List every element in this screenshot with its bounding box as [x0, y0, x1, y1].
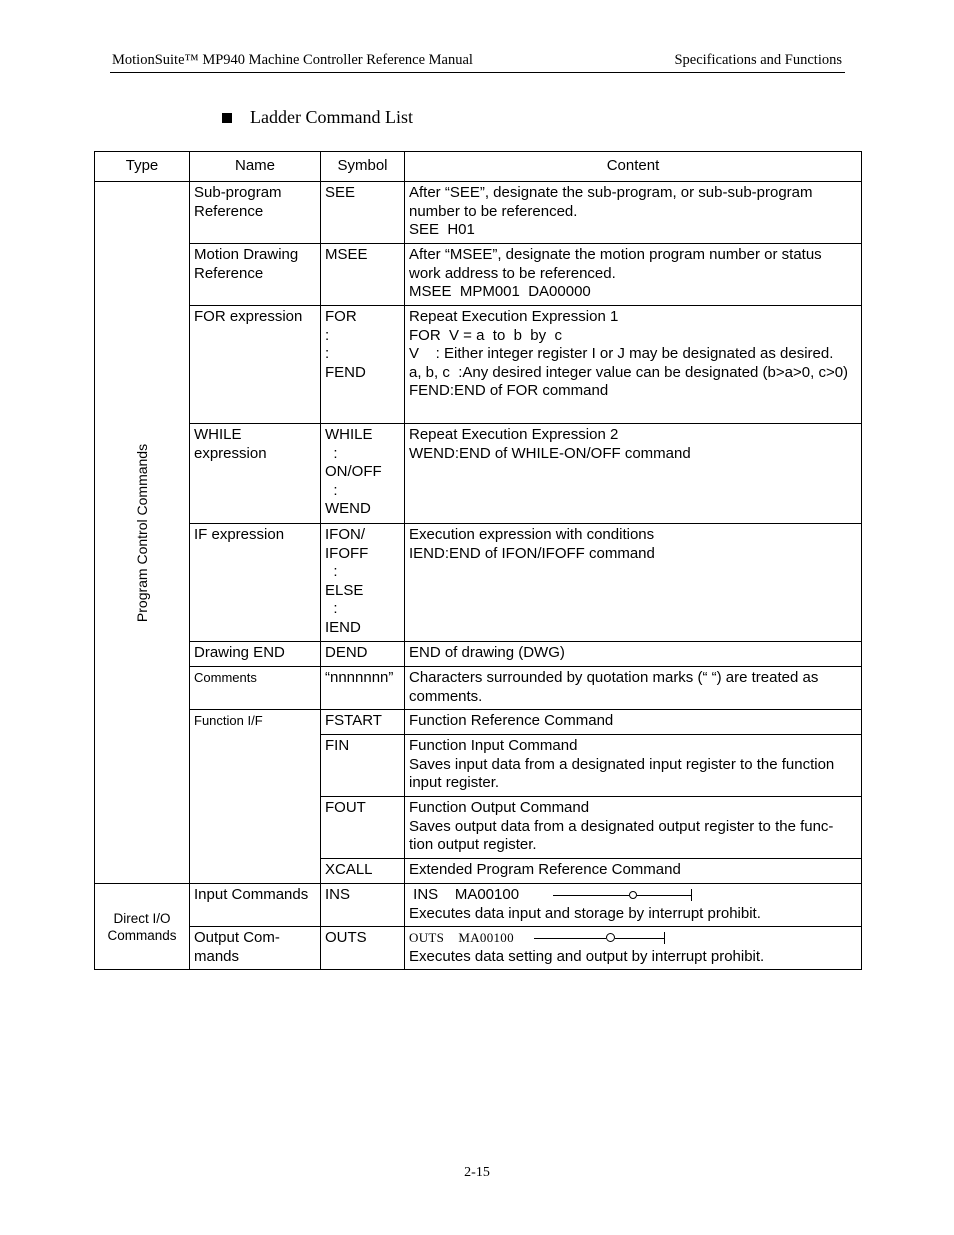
table-row — [95, 524, 862, 642]
table-row — [95, 642, 862, 667]
table-header-row — [95, 152, 862, 182]
name-cell: Sub-program Reference — [190, 182, 321, 244]
symbol-cell: IFON/ IFOFF : ELSE : IEND — [321, 524, 405, 642]
symbol-cell: MSEE — [321, 244, 405, 306]
content-cell: Characters surrounded by quotation marks (“ “) are treated as comments. — [405, 667, 862, 710]
content-cell: Execution expression with conditions IEND:END of IFON/IFOFF command — [405, 524, 862, 642]
table-row — [95, 306, 862, 424]
content-cell: After “SEE”, designate the sub-program, or sub-sub-program number to be referenced. SEE H01 — [405, 182, 862, 244]
symbol-cell: FIN — [321, 735, 405, 797]
table-row — [95, 927, 862, 970]
table-row — [95, 710, 862, 735]
column-header-name: Name — [190, 152, 321, 182]
ladder-description: Executes data setting and output by interrupt prohibit. — [409, 947, 765, 965]
content-cell — [405, 884, 862, 927]
column-header-content: Content — [405, 152, 862, 182]
content-cell: Function Output Command Saves output data from a designated output register to the func-tion output register. — [405, 797, 862, 859]
ladder-label: OUTS MA00100 — [409, 930, 514, 945]
name-cell: Output Com- mands — [190, 927, 321, 970]
name-cell: Comments — [190, 667, 321, 710]
page-number: 2-15 — [464, 1165, 490, 1180]
ladder-contact-icon — [553, 889, 693, 901]
ladder-description: Executes data input and storage by interrupt prohibit. — [409, 904, 761, 922]
type-cell-program-control — [95, 182, 190, 884]
name-cell: Input Commands — [190, 884, 321, 927]
content-cell: Function Reference Command — [405, 710, 862, 735]
content-cell: After “MSEE”, designate the motion program number or status work address to be referenced. MSEE MPM001 DA00000 — [405, 244, 862, 306]
symbol-cell: DEND — [321, 642, 405, 667]
table-row — [95, 424, 862, 524]
ladder-diagram-ins — [409, 886, 857, 905]
symbol-cell: INS — [321, 884, 405, 927]
content-cell: Repeat Execution Expression 1 FOR V = a to b by c V : Either integer register I or J may be designated as desired. a, b, c :Any desired integer value can be designated (b>a>0, c>0) FEND:END of FOR command — [405, 306, 862, 424]
running-header-title: MotionSuite™ MP940 Machine Controller Reference Manual — [112, 52, 473, 68]
symbol-cell: FSTART — [321, 710, 405, 735]
table-row — [95, 667, 862, 710]
square-bullet-icon — [222, 113, 232, 123]
content-cell: Function Input Command Saves input data from a designated input register to the function input register. — [405, 735, 862, 797]
table-row — [95, 884, 862, 927]
ladder-coil-icon — [534, 932, 666, 944]
symbol-cell: FOR : : FEND — [321, 306, 405, 424]
ladder-diagram-outs — [409, 929, 857, 948]
type-label-program-control: Program Control Commands — [133, 443, 150, 622]
name-cell: WHILE expression — [190, 424, 321, 524]
symbol-cell: XCALL — [321, 859, 405, 884]
symbol-cell: SEE — [321, 182, 405, 244]
content-cell: Extended Program Reference Command — [405, 859, 862, 884]
section-heading-text: Ladder Command List — [250, 107, 413, 127]
content-cell: END of drawing (DWG) — [405, 642, 862, 667]
section-heading — [222, 107, 413, 128]
ladder-command-table — [94, 151, 862, 970]
name-cell: FOR expression — [190, 306, 321, 424]
column-header-symbol: Symbol — [321, 152, 405, 182]
table-row — [95, 244, 862, 306]
running-header-section: Specifications and Functions — [674, 52, 842, 68]
content-cell — [405, 927, 862, 970]
column-header-type: Type — [95, 152, 190, 182]
type-cell-direct-io: Direct I/O Commands — [95, 884, 190, 970]
header-rule — [110, 72, 845, 73]
name-cell: Motion Drawing Reference — [190, 244, 321, 306]
symbol-cell: FOUT — [321, 797, 405, 859]
content-cell: Repeat Execution Expression 2 WEND:END of WHILE-ON/OFF command — [405, 424, 862, 524]
ladder-label: INS MA00100 — [409, 886, 520, 903]
name-cell: IF expression — [190, 524, 321, 642]
name-cell: Drawing END — [190, 642, 321, 667]
symbol-cell: WHILE : ON/OFF : WEND — [321, 424, 405, 524]
name-cell-function-if: Function I/F — [190, 710, 321, 884]
symbol-cell: “nnnnnnn” — [321, 667, 405, 710]
symbol-cell: OUTS — [321, 927, 405, 970]
table-row — [95, 182, 862, 244]
